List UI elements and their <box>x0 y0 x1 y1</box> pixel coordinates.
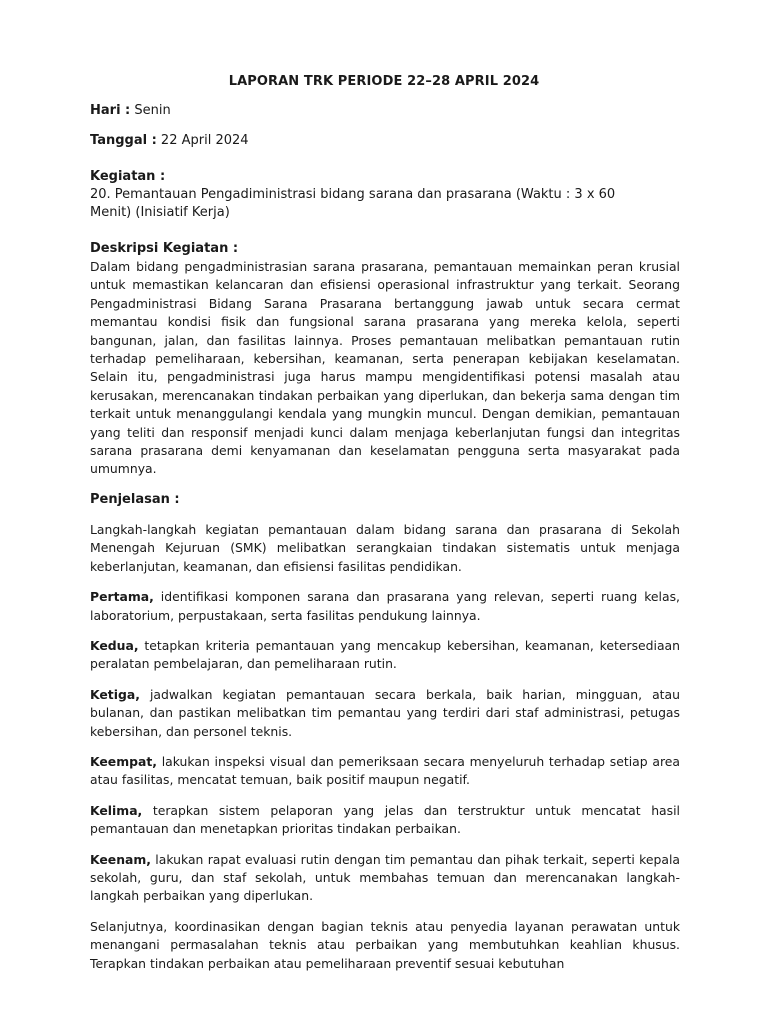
hari-field <box>90 102 680 120</box>
kegiatan-value: 20. Pemantauan Pengadiministrasi bidang sarana dan prasarana (Waktu : 3 x 60 Menit) (Inisiatif Kerja) <box>90 187 616 220</box>
document-body <box>90 102 680 985</box>
step-text: lakukan rapat evaluasi rutin dengan tim pemantau dan pihak terkait, seperti kepala sekolah, guru, dan staf sekolah, untuk membahas temuan dan merencanakan langkah-langkah perbaikan yang diperlukan. <box>90 851 680 904</box>
step-lead: Kedua, <box>90 637 139 653</box>
step-lead: Keenam, <box>90 851 151 867</box>
deskripsi-text: Dalam bidang pengadministrasian sarana prasarana, pemantauan memainkan peran krusial untuk memastikan kelancaran dan efisiensi operasional infrastruktur yang terkait. Seorang Pengadministrasi Bidang Sarana Prasarana bertanggung jawab untuk secara cermat memantau kondisi fisik dan fungsional sarana prasarana yang mereka kelola, seperti bangunan, jalan, dan fasilitas lainnya. Proses pemantauan melibatkan pemantauan rutin terhadap pemeliharaan, kebersihan, keamanan, serta penerapan kebijakan keselamatan. Selain itu, pengadministrasi juga harus mampu mengidentifikasi potensi masalah atau kerusakan, merencanakan tindakan perbaikan yang diperlukan, dan bekerja sama dengan tim terkait untuk menanggulangi kendala yang mungkin muncul. Dengan demikian, pemantauan yang teliti dan responsif menjadi kunci dalam menjaga keberlanjutan fungsi dan integritas sarana prasarana demi kenyamanan dan keselamatan pengguna serta masyarakat pada umumnya. <box>90 259 680 477</box>
step-paragraph <box>90 753 680 790</box>
step-lead: Kelima, <box>90 802 143 818</box>
tanggal-label: Tanggal : <box>90 133 157 148</box>
step-paragraph <box>90 637 680 674</box>
step-text: lakukan inspeksi visual dan pemeriksaan secara menyeluruh terhadap setiap area atau fasilitas, mencatat temuan, baik positif maupun negatif. <box>90 753 680 788</box>
step-lead: Ketiga, <box>90 686 140 702</box>
tanggal-field <box>90 132 680 150</box>
kegiatan-label: Kegiatan : <box>90 169 166 184</box>
step-lead: Keempat, <box>90 753 157 769</box>
step-lead: Pertama, <box>90 589 154 605</box>
step-text: jadwalkan kegiatan pemantauan secara berkala, baik harian, mingguan, atau bulanan, dan pastikan melibatkan tim pemantau yang terdiri dari staf administrasi, petugas kebersihan, dan personel teknis. <box>90 686 680 739</box>
step-text: terapkan sistem pelaporan yang jelas dan terstruktur untuk mencatat hasil pemantauan dan menetapkan prioritas tindakan perbaikan. <box>90 802 680 837</box>
deskripsi-label: Deskripsi Kegiatan : <box>90 241 239 256</box>
hari-label: Hari : <box>90 103 131 118</box>
step-text: identifikasi komponen sarana dan prasarana yang relevan, seperti ruang kelas, laboratorium, perpustakaan, serta fasilitas pendukung lainnya. <box>90 589 680 623</box>
step-paragraph <box>90 802 680 839</box>
step-paragraph <box>90 686 680 741</box>
report-title: LAPORAN TRK PERIODE 22–28 APRIL 2024 <box>228 74 540 89</box>
hari-value: Senin <box>130 103 171 118</box>
penjelasan-intro: Langkah-langkah kegiatan pemantauan dalam bidang sarana dan prasarana di Sekolah Menengah Kejuruan (SMK) melibatkan serangkaian tindakan sistematis untuk menjaga keberlanjutan, keamanan, dan efisiensi fasilitas pendidikan. <box>90 521 680 574</box>
step-paragraph <box>90 588 680 625</box>
tanggal-value: 22 April 2024 <box>156 133 249 148</box>
step-text: tetapkan kriteria pemantauan yang mencakup kebersihan, keamanan, ketersediaan peralatan pembelajaran, dan pemeliharaan rutin. <box>90 637 680 672</box>
penjelasan-label: Penjelasan : <box>90 491 180 507</box>
step-paragraph <box>90 851 680 906</box>
closing-paragraph: Selanjutnya, koordinasikan dengan bagian teknis atau penyedia layanan perawatan untuk menangani permasalahan teknis atau perbaikan yang membutuhkan keahlian khusus. Terapkan tindakan perbaikan atau pemeliharaan preventif sesuai kebutuhan <box>90 918 680 971</box>
